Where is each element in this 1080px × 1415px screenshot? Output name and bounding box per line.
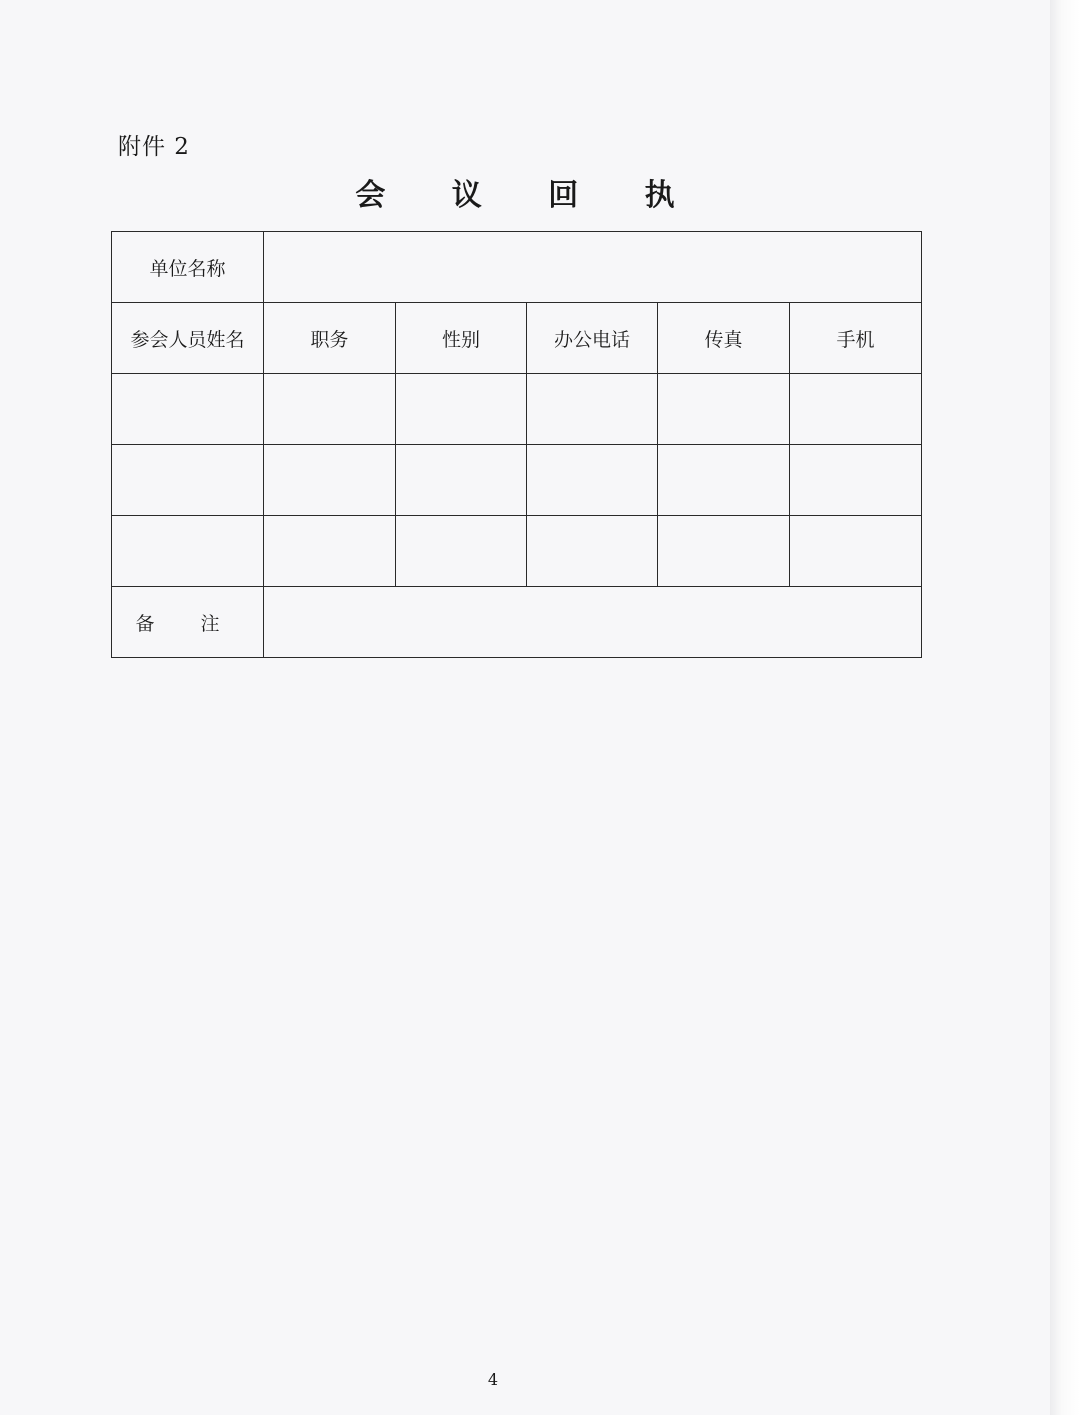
unit-name-row [112,232,922,303]
header-attendee-name: 参会人员姓名 [112,303,264,374]
office-phone-cell[interactable] [527,445,658,516]
remarks-field[interactable] [264,587,922,658]
unit-name-label: 单位名称 [112,232,264,303]
unit-name-field[interactable] [264,232,922,303]
table-row [112,445,922,516]
gender-cell[interactable] [396,374,527,445]
mobile-cell[interactable] [790,516,922,587]
fax-cell[interactable] [658,445,790,516]
fax-cell[interactable] [658,516,790,587]
position-cell[interactable] [264,516,396,587]
office-phone-cell[interactable] [527,374,658,445]
table-row [112,516,922,587]
page-number: 4 [487,1370,499,1389]
remarks-label: 备 注 [112,587,264,658]
attendee-name-cell[interactable] [112,445,264,516]
header-row [112,303,922,374]
document-title: 会 议 回 执 [355,178,703,213]
position-cell[interactable] [264,374,396,445]
attachment-label: 附件 2 [118,134,190,160]
header-mobile: 手机 [790,303,922,374]
attendee-name-cell[interactable] [112,516,264,587]
mobile-cell[interactable] [790,445,922,516]
header-office-phone: 办公电话 [527,303,658,374]
gender-cell[interactable] [396,516,527,587]
page-edge [1050,0,1080,1415]
mobile-cell[interactable] [790,374,922,445]
header-fax: 传真 [658,303,790,374]
attendee-name-cell[interactable] [112,374,264,445]
table-row [112,374,922,445]
position-cell[interactable] [264,445,396,516]
remarks-row [112,587,922,658]
header-gender: 性别 [396,303,527,374]
gender-cell[interactable] [396,445,527,516]
fax-cell[interactable] [658,374,790,445]
header-position: 职务 [264,303,396,374]
meeting-receipt-table [111,231,922,658]
office-phone-cell[interactable] [527,516,658,587]
